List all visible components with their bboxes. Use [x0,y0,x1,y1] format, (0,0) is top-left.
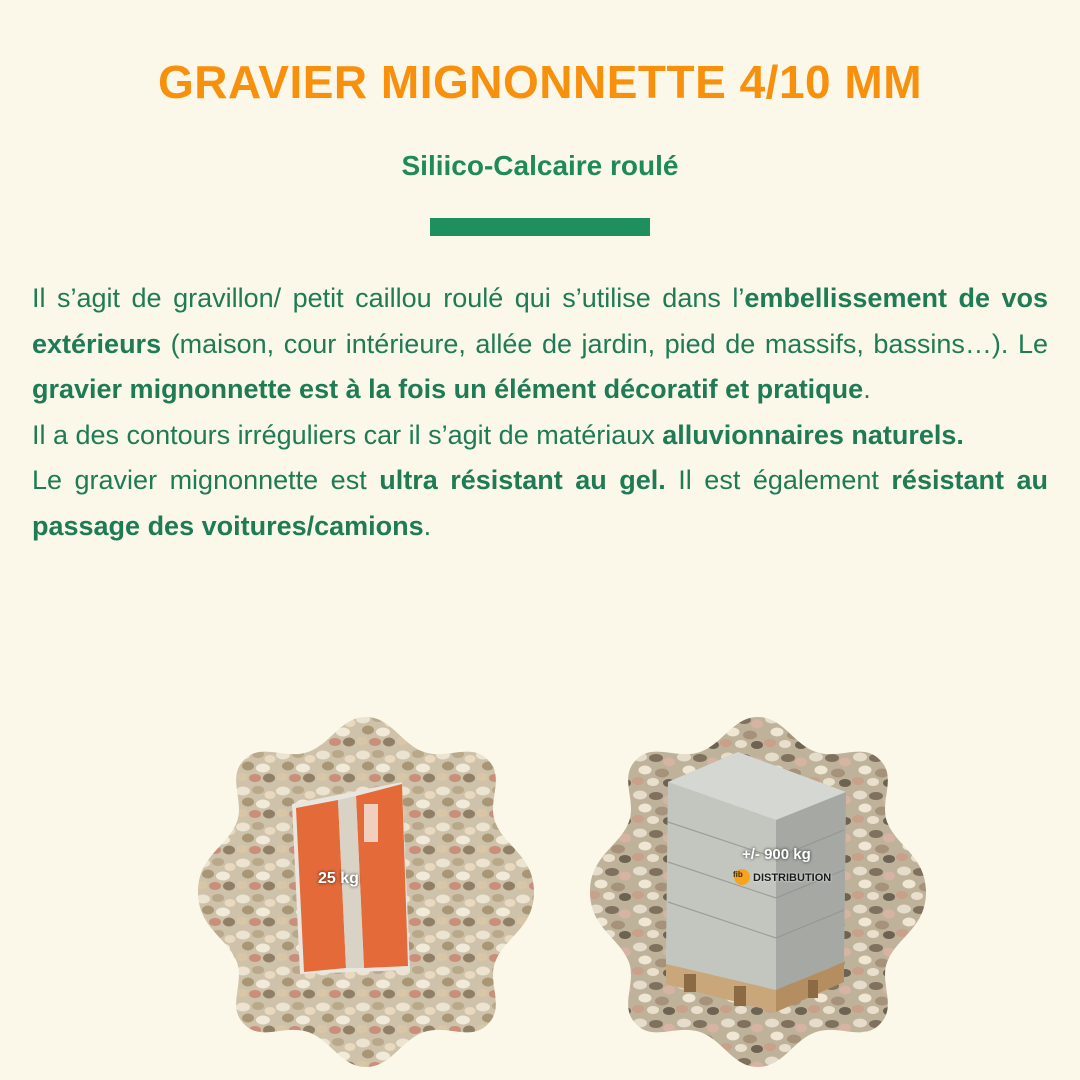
brand-logo-label: DISTRIBUTION [753,872,832,884]
text-segment: . [863,374,871,404]
text-segment: Le gravier mignonnette est [32,465,380,495]
bag-weight-label: 25 kg [318,870,359,887]
text-segment: Il a des contours irréguliers car il s’agit de matériaux [32,419,663,450]
text-segment-bold: embellissement de vos extérieurs [32,283,1048,359]
description-text [32,276,1048,549]
pallet-photo-graphic [588,712,928,1072]
text-segment-bold: alluvionnaires naturels. [662,419,964,450]
text-segment-bold: résistant au passage des voitures/camions [32,465,1048,541]
paragraph-2 [32,413,1048,459]
text-segment: (maison, cour intérieure, allée de jardin, pied de massifs, bassins…). Le [161,328,1048,359]
text-segment: Il est également [665,465,892,495]
bag-photo-graphic [196,712,536,1072]
page-title: GRAVIER MIGNONNETTE 4/10 MM [157,56,923,108]
page-subtitle: Siliico-Calcaire roulé [401,150,679,181]
pallet-weight-label: +/- 900 kg [742,846,811,863]
text-segment-bold: gravier mignonnette est à la fois un élément décoratif et pratique [32,374,864,404]
title-divider [430,218,650,236]
paragraph-3 [32,458,1048,549]
pallet-photo [588,712,928,1072]
bag-photo [196,712,536,1072]
text-segment: . [423,510,432,541]
text-segment-bold: ultra résistant au gel. [379,465,666,495]
brand-logo-mark: fib [733,870,743,879]
paragraph-1 [32,276,1048,413]
text-segment: Il s’agit de gravillon/ petit caillou roulé qui s’utilise dans l’ [32,283,745,313]
